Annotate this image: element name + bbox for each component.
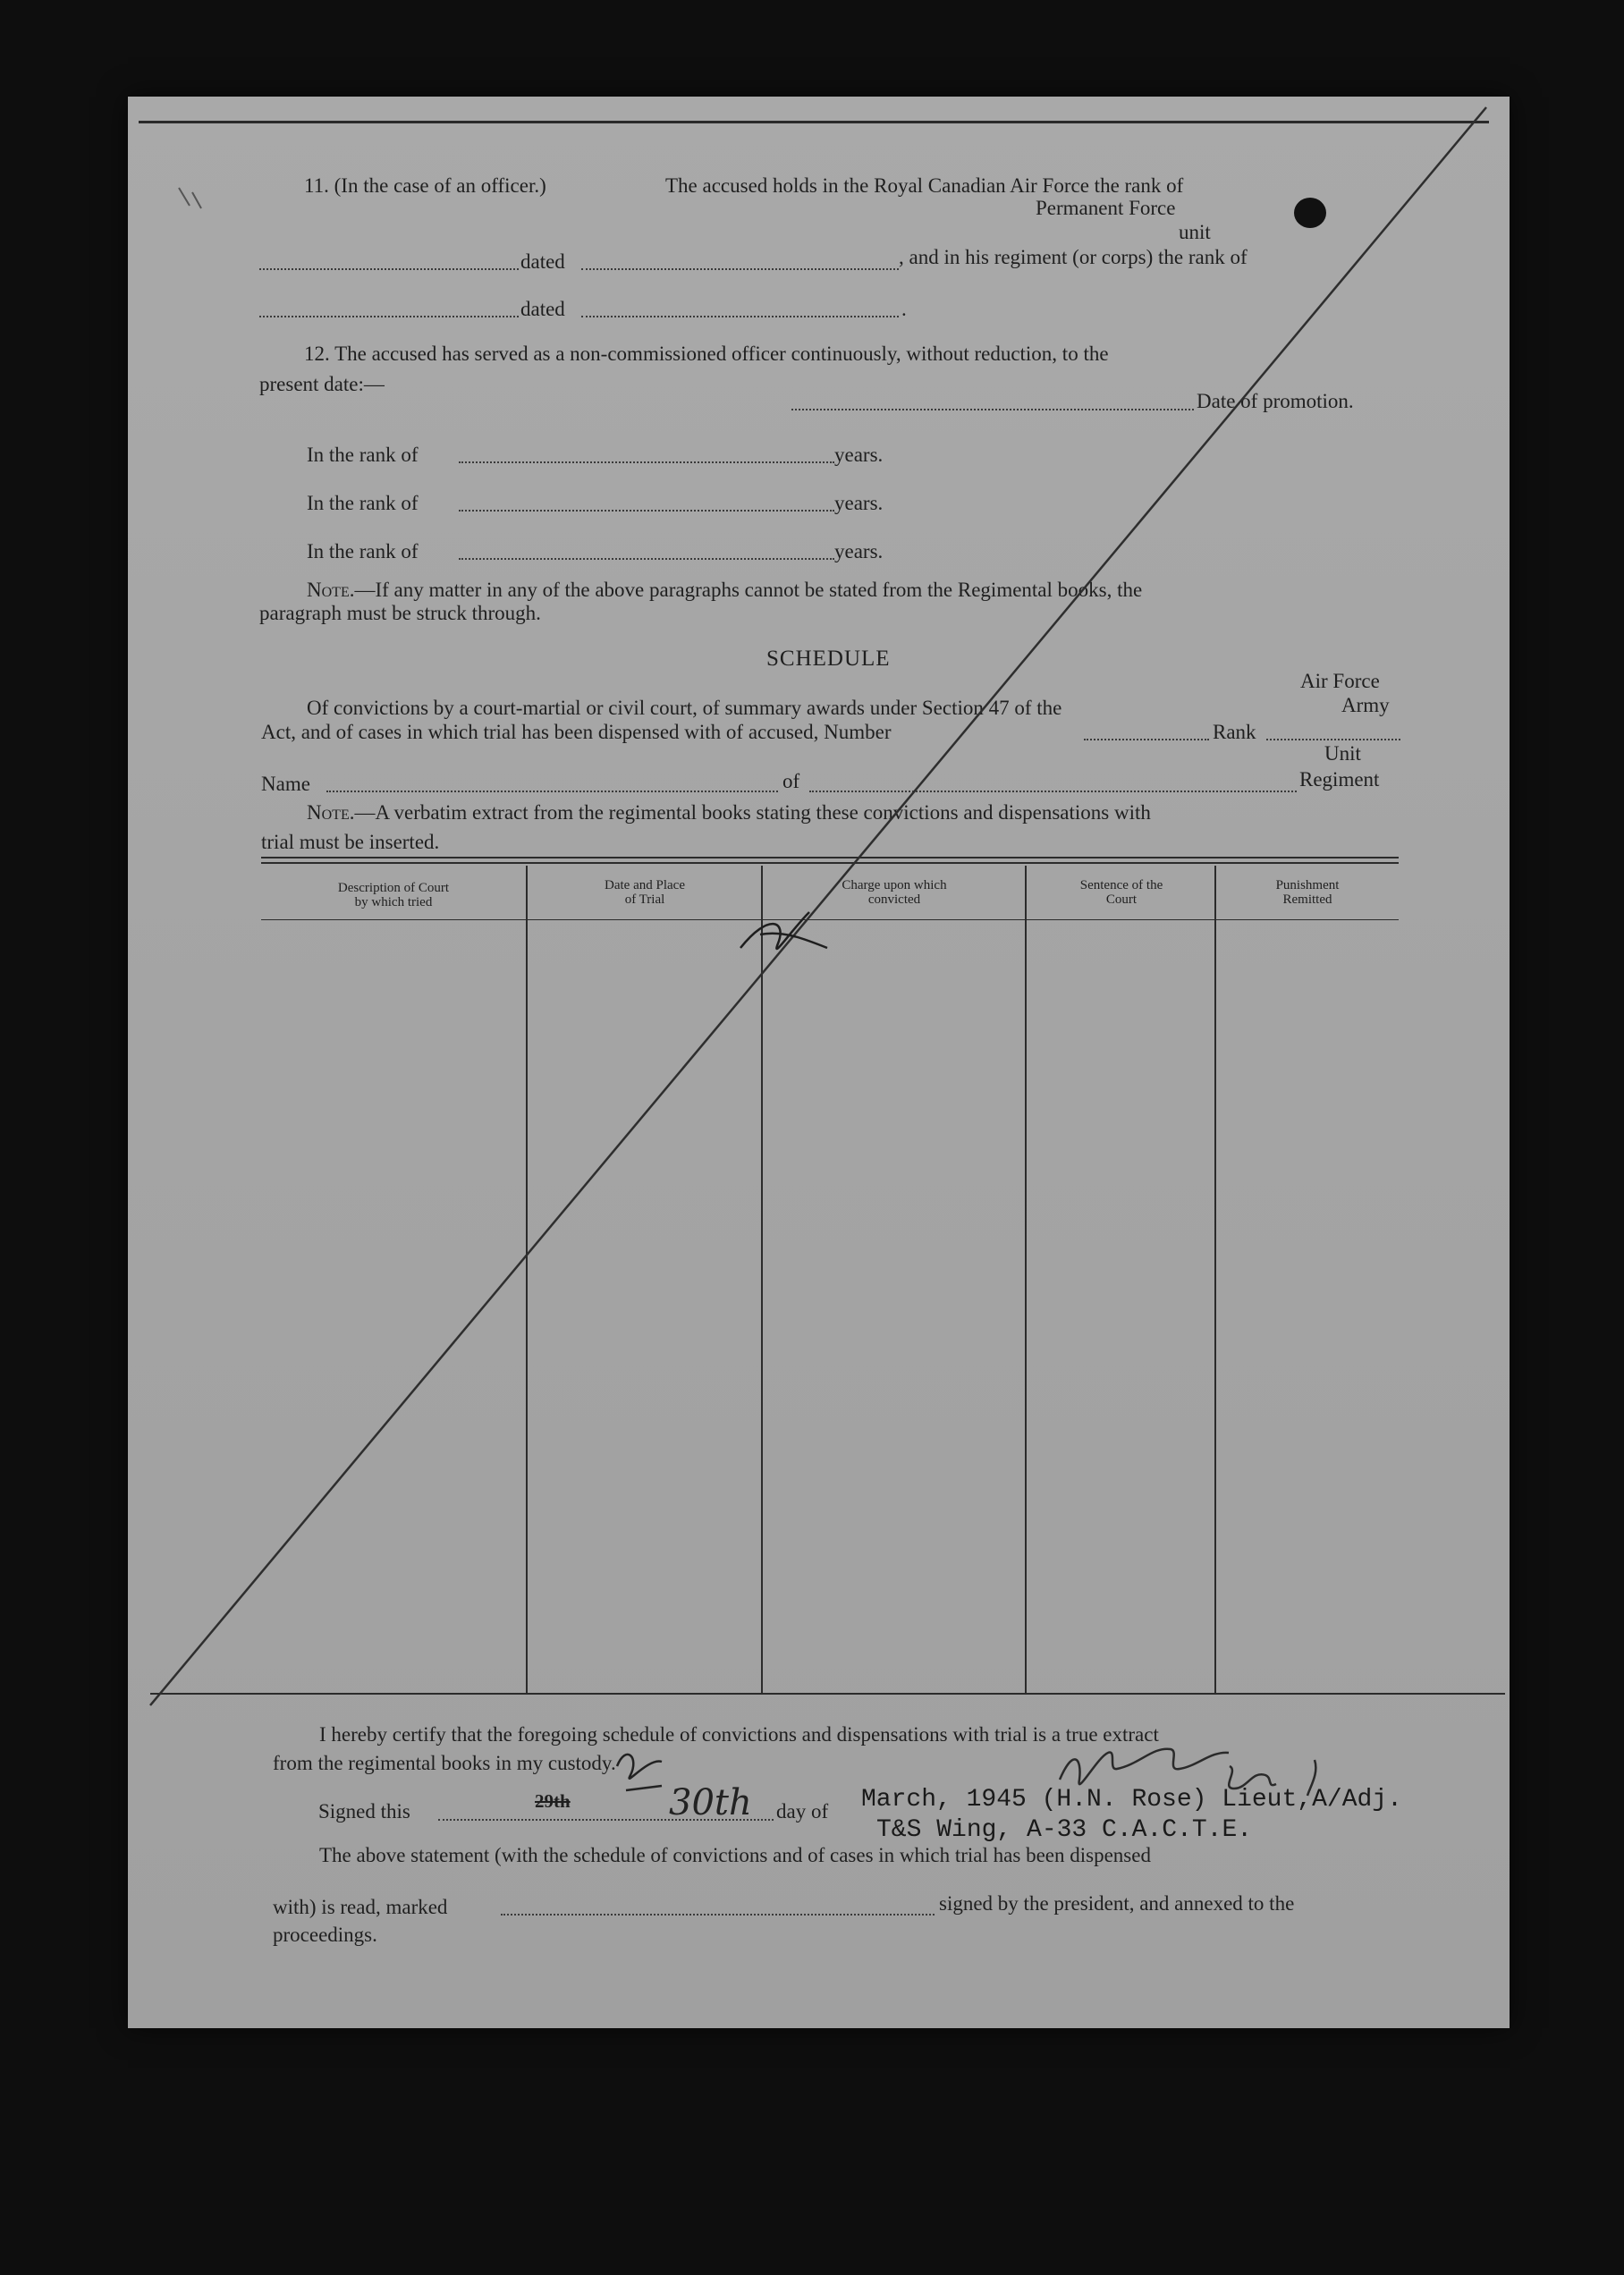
schedule-line2: Act, and of cases in which trial has been dispensed with of accused, Number [261,721,892,743]
handwritten-signature [1060,1749,1315,1796]
rank-row-1-suffix: years. [834,444,884,466]
table-header-court: Description of Court by which tried [337,881,450,909]
schedule-army: Army [1341,694,1390,716]
certify-line1: I hereby certify that the foregoing schedule of convictions and dispensations with trial is a true extract [319,1723,1159,1746]
typed-date-signature: March, 1945 (H.N. Rose) Lieut,A/Adj. [861,1786,1402,1814]
para11-text: The accused holds in the Royal Canadian Air Force the rank of [665,174,1184,197]
note2-line2: trial must be inserted. [261,831,440,853]
para11-dated: dated [520,250,565,273]
rank-row-3-label: In the rank of [307,540,419,562]
certify-line2: from the regimental books in my custody. [273,1752,616,1774]
rank-row-3-suffix: years. [834,540,884,562]
schedule-of: of [782,770,800,792]
rank-row-2-suffix: years. [834,492,884,514]
rank-row-1-label: In the rank of [307,444,419,466]
table-header-sentence: Sentence of the Court [1079,878,1163,907]
note2-text: —A verbatim extract from the regimental books stating these convictions and dispensations with [354,801,1151,824]
schedule-rank: Rank [1213,721,1256,743]
table-header-charge: Charge upon which convicted [842,878,947,907]
statement-line2a: with) is read, marked [273,1896,448,1918]
struck-day: 29th [535,1790,571,1812]
para11-above-unit: unit [1179,221,1211,243]
schedule-name: Name [261,773,310,795]
para12-line2: present date:— [259,373,385,395]
table-header-date-place: Date and Place of Trial [605,878,685,907]
statement-line3: proceedings. [273,1924,377,1946]
schedule-air-force: Air Force [1300,670,1380,692]
schedule-line1: Of convictions by a court-martial or civil court, of summary awards under Section 47 of the [307,697,1062,719]
handwritten-day: 30th [669,1782,752,1823]
note2-head: Note. [307,801,355,824]
ink-blot [1294,198,1326,228]
date-of-promotion-label: Date of promotion. [1197,390,1354,412]
schedule-regiment: Regiment [1299,768,1380,791]
para11-period: . [901,298,907,320]
statement-line2b: signed by the president, and annexed to the [939,1892,1295,1915]
para11-dated-2: dated [520,298,565,320]
typed-unit: T&S Wing, A-33 C.A.C.T.E. [876,1816,1253,1844]
rank-row-2-label: In the rank of [307,492,419,514]
note1-line2: paragraph must be struck through. [259,602,541,624]
para11-mid: , and in his regiment (or corps) the rank of [899,246,1248,268]
handwritten-initials [617,1755,662,1790]
note1-text: —If any matter in any of the above paragraphs cannot be stated from the Regimental books, the [354,579,1143,601]
para12-line1: 12. The accused has served as a non-commissioned officer continuously, without reduction, to the [304,343,1109,365]
table-header-punishment: Punishment Remitted [1275,878,1340,907]
signed-this-label: Signed this [318,1800,410,1823]
schedule-title: SCHEDULE [766,647,891,671]
diagonal-strike-line [150,107,1486,1705]
initials-mark [740,912,827,949]
day-of-label: day of [776,1800,829,1823]
schedule-unit: Unit [1324,742,1361,765]
para11-above-permanent-force: Permanent Force [1036,197,1176,219]
statement-line1: The above statement (with the schedule of convictions and of cases in which trial has been dispensed [319,1844,1151,1866]
margin-tick-mark [179,188,201,208]
note1-head: Note. [307,579,355,601]
para11-lead: 11. (In the case of an officer.) [304,174,546,197]
